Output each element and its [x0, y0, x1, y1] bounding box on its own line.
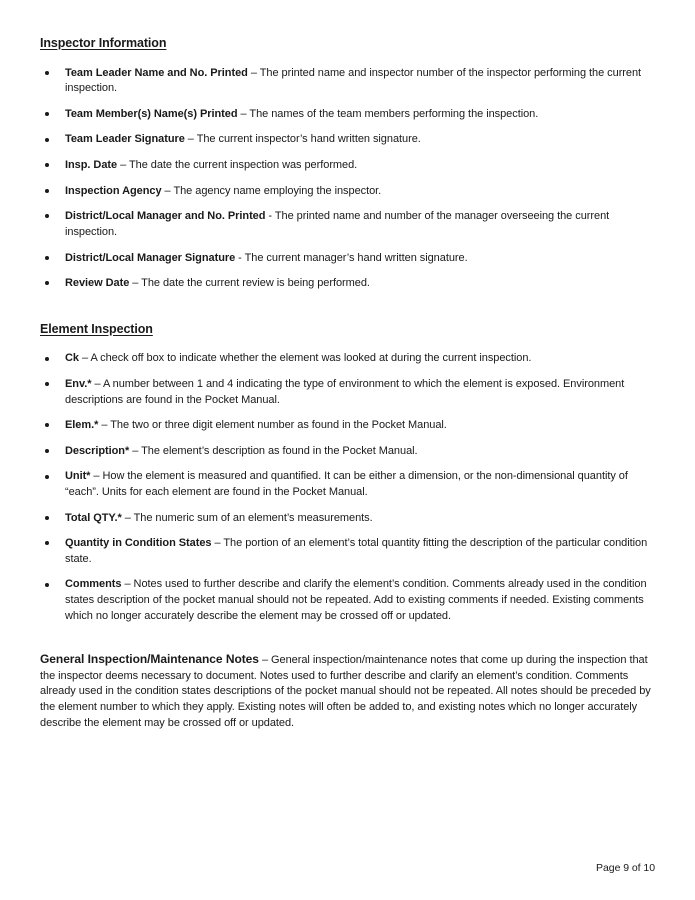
bullet-list-inspector-information — [40, 66, 658, 292]
list-item — [40, 351, 658, 367]
bullet-separator: – — [117, 159, 129, 172]
bullet-term: District/Local Manager and No. Printed — [65, 210, 266, 223]
bullet-term: Total QTY.* — [65, 511, 122, 524]
list-item — [40, 184, 658, 200]
bullet-term: Elem.* — [65, 419, 99, 432]
bullet-separator: – — [98, 419, 111, 432]
bullet-dot-icon — [45, 112, 49, 116]
bullet-term: Team Leader Name and No. Printed — [65, 66, 248, 79]
bullet-term: Unit* — [65, 470, 91, 483]
bullet-dot-icon — [45, 163, 49, 167]
list-item — [40, 418, 658, 434]
bullet-dot-icon — [45, 583, 49, 587]
bullet-dot-icon — [45, 214, 49, 218]
bullet-separator: – — [247, 66, 260, 79]
general-notes-separator: – — [258, 654, 272, 667]
bullet-dot-icon — [45, 423, 49, 427]
bullet-term: Inspection Agency — [65, 184, 162, 197]
bullet-description: A check off box to indicate whether the element was looked at during the current inspection. — [90, 352, 532, 365]
section-inspector-information — [40, 36, 658, 292]
bullet-description: The two or three digit element number as found in the Pocket Manual. — [110, 419, 447, 432]
bullet-term: Description* — [65, 444, 130, 457]
bullet-dot-icon — [45, 516, 49, 520]
section-heading-inspector-information: Inspector Information — [40, 36, 167, 50]
bullet-description: How the element is measured and quantified. It can be either a dimension, or the non-dimensional quantity of “each”. Units for each element are found in the Pocket Manual. — [65, 470, 628, 498]
list-item — [40, 444, 658, 460]
bullet-separator: - — [235, 251, 245, 264]
page-footer — [0, 862, 655, 874]
bullet-description: The numeric sum of an element’s measurements. — [133, 511, 373, 524]
section-element-inspection — [40, 322, 658, 625]
bullet-description: A number between 1 and 4 indicating the type of environment to which the element is exposed. Environment descriptions are found in the Pocket Manual. — [65, 377, 625, 406]
bullet-separator: – — [184, 133, 197, 146]
bullet-term: Insp. Date — [65, 159, 118, 172]
bullet-description: The date the current inspection was performed. — [128, 159, 358, 172]
list-item — [40, 66, 658, 97]
bullet-description: The current manager’s hand written signature. — [244, 251, 468, 264]
list-item — [40, 158, 658, 174]
bullet-dot-icon — [45, 256, 49, 260]
bullet-separator: – — [211, 537, 224, 550]
bullet-separator: – — [121, 511, 134, 524]
bullet-description: The element’s description as found in the Pocket Manual. — [141, 444, 418, 457]
bullet-dot-icon — [45, 71, 49, 75]
bullet-separator: – — [129, 444, 142, 457]
list-item — [40, 536, 658, 567]
bullet-term: District/Local Manager Signature — [65, 251, 236, 264]
bullet-term: Review Date — [65, 277, 130, 290]
bullet-description: Notes used to further describe and clarify the element’s condition. Comments already used in the condition states description of the pocket manual should not be repeated. Add to existing comments if needed. Existing comments which no longer accurately describe the element may be crossed off or updated. — [65, 578, 647, 622]
general-notes-lead-term: General Inspection/Maintenance Notes — [40, 652, 259, 667]
bullet-description: The date the current review is being performed. — [141, 277, 370, 290]
bullet-separator: – — [237, 107, 250, 120]
bullet-description: The agency name employing the inspector. — [173, 184, 382, 197]
bullet-description: The current inspector’s hand written signature. — [196, 133, 421, 146]
bullet-term: Team Leader Signature — [65, 133, 185, 146]
list-item — [40, 276, 658, 292]
bullet-dot-icon — [45, 449, 49, 453]
bullet-dot-icon — [45, 357, 49, 361]
bullet-dot-icon — [45, 475, 49, 479]
bullet-separator: – — [91, 377, 103, 390]
bullet-dot-icon — [45, 382, 49, 386]
bullet-separator: – — [78, 352, 91, 365]
bullet-separator: - — [265, 210, 275, 223]
bullet-dot-icon — [45, 541, 49, 545]
general-notes-paragraph — [40, 651, 658, 731]
bullet-description: The portion of an element’s total quantity fitting the description of the particular condition state. — [65, 537, 648, 565]
bullet-term: Comments — [65, 578, 122, 591]
bullet-term: Ck — [65, 352, 79, 365]
bullet-description: The names of the team members performing the inspection. — [249, 107, 539, 120]
list-item — [40, 251, 658, 267]
bullet-dot-icon — [45, 138, 49, 142]
bullet-separator: – — [121, 578, 134, 591]
list-item — [40, 132, 658, 148]
bullet-dot-icon — [45, 189, 49, 193]
list-item — [40, 469, 658, 500]
bullet-separator: – — [161, 184, 174, 197]
bullet-separator: – — [90, 470, 103, 483]
bullet-description: The printed name and number of the manager overseeing the current inspection. — [65, 210, 610, 238]
page-number-text: Page 9 of 10 — [596, 862, 655, 874]
page-content — [40, 36, 658, 731]
section-heading-element-inspection: Element Inspection — [40, 321, 153, 336]
bullet-term: Team Member(s) Name(s) Printed — [65, 107, 238, 120]
bullet-list-element-inspection — [40, 351, 658, 624]
bullet-term: Quantity in Condition States — [65, 537, 212, 550]
bullet-separator: – — [129, 277, 142, 290]
list-item — [40, 107, 658, 123]
bullet-description: The printed name and inspector number of the inspector performing the current inspection. — [65, 66, 642, 95]
list-item — [40, 209, 658, 240]
list-item — [40, 511, 658, 527]
section-general-notes — [40, 651, 658, 731]
list-item — [40, 377, 658, 408]
bullet-term: Env.* — [65, 377, 92, 390]
general-notes-body: General inspection/maintenance notes that come up during the inspection that the inspector deems necessary to document. Notes used to further describe and clarify an element’s condition. Comments already used in the condition states descriptions of the pocket manual should not be repeated. All notes should be preceded by the element number to which they apply. Existing notes will often be added to, and existing notes which no longer accurately describe the element may be crossed off or updated. — [40, 654, 651, 729]
bullet-dot-icon — [45, 281, 49, 285]
list-item — [40, 577, 658, 624]
